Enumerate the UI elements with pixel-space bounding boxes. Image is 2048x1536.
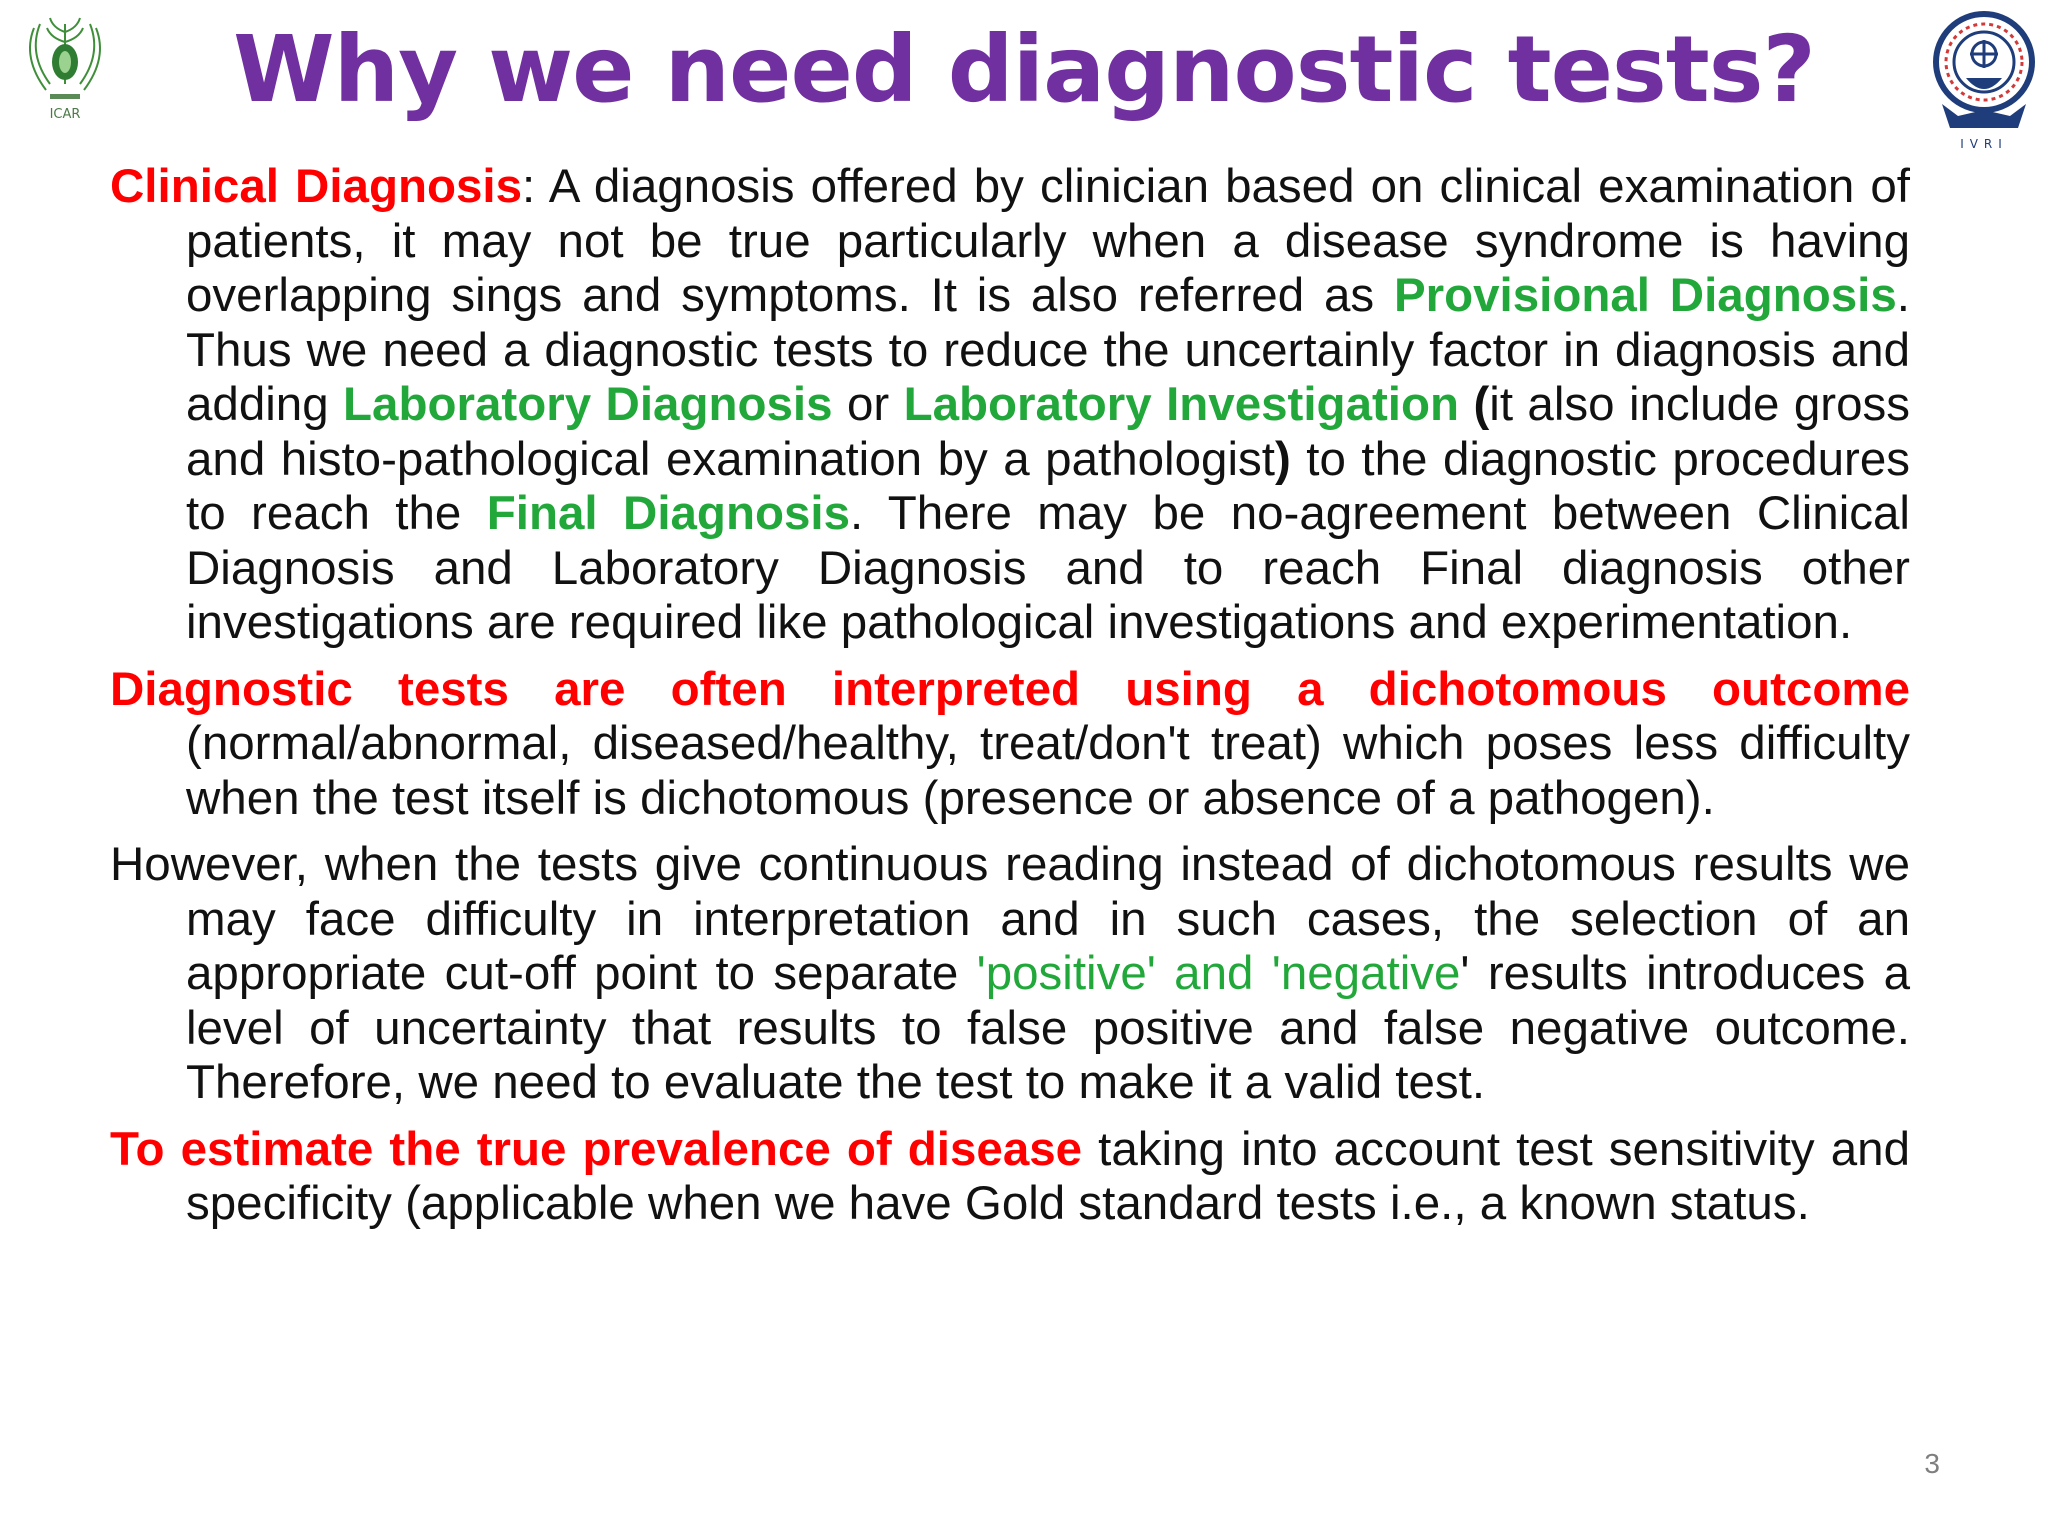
term-laboratory-investigation: Laboratory Investigation [903, 378, 1460, 431]
paragraph-dichotomous-outcome [110, 663, 1910, 827]
icar-logo-text: ICAR [49, 107, 81, 122]
text-segment: . There may be no-agreement between Clinical Diagnosis and Laboratory Diagnosis and to reach Final diagnosis other investigations are required like pathological investigations and experimentation. [186, 487, 1910, 649]
close-parenthesis: ) [1274, 432, 1291, 486]
term-true-prevalence: To estimate the true prevalence of disease [110, 1122, 1083, 1176]
text-segment: taking into account test sensitivity and specificity (applicable when we have Gold standard tests i.e., a known status. [186, 1122, 1910, 1230]
term-clinical-diagnosis: Clinical Diagnosis [110, 160, 523, 213]
term-dichotomous-outcome: Diagnostic tests are often interpreted using a dichotomous outcome [110, 662, 1910, 716]
text-segment: or [832, 378, 904, 431]
text-segment: ' results introduces a level of uncertainty that results to false positive and false negative outcome. Therefore, we need to evaluate the test to make it a valid test. [186, 947, 1910, 1109]
term-laboratory-diagnosis: Laboratory Diagnosis [343, 378, 833, 431]
text-segment [1459, 378, 1473, 431]
slide-body [110, 160, 1910, 1244]
text-segment: to the diagnostic procedures to reach the [186, 432, 1910, 540]
text-segment: . Thus we need a diagnostic tests to reduce the uncertainly factor in diagnosis and adding [186, 269, 1910, 431]
text-segment: However, when the tests give continuous reading instead of dichotomous results we may face difficulty in interpretation and in such cases, the selection of an appropriate cut-off point to separate [110, 838, 1910, 1000]
ivri-logo-text: IVRI [1960, 137, 2008, 151]
text-segment: it also include gross and histo-pathological examination by a pathologist [186, 378, 1911, 486]
ivri-emblem-icon [1928, 4, 2040, 154]
term-final-diagnosis: Final Diagnosis [486, 487, 851, 540]
paragraph-true-prevalence [110, 1123, 1910, 1232]
slide-title: Why we need diagnostic tests? [233, 16, 1815, 123]
text-segment: (normal/abnormal, diseased/healthy, treat/don't treat) which poses less difficulty when the test itself is dichotomous (presence or absence of a pathogen). [186, 717, 1910, 825]
term-provisional-diagnosis: Provisional Diagnosis [1393, 269, 1897, 322]
open-parenthesis: ( [1473, 378, 1490, 431]
paragraph-clinical-diagnosis [110, 160, 1910, 651]
term-positive-negative: 'positive' and 'negative [976, 947, 1461, 1000]
paragraph-continuous-reading [110, 838, 1910, 1111]
page-number: 3 [1924, 1448, 1940, 1479]
text-segment: : A diagnosis offered by clinician based on clinical examination of patients, it may not be true particularly when a disease syndrome is having overlapping sings and symptoms. It is also referred as [186, 160, 1910, 322]
ivri-logo [1928, 4, 2040, 154]
